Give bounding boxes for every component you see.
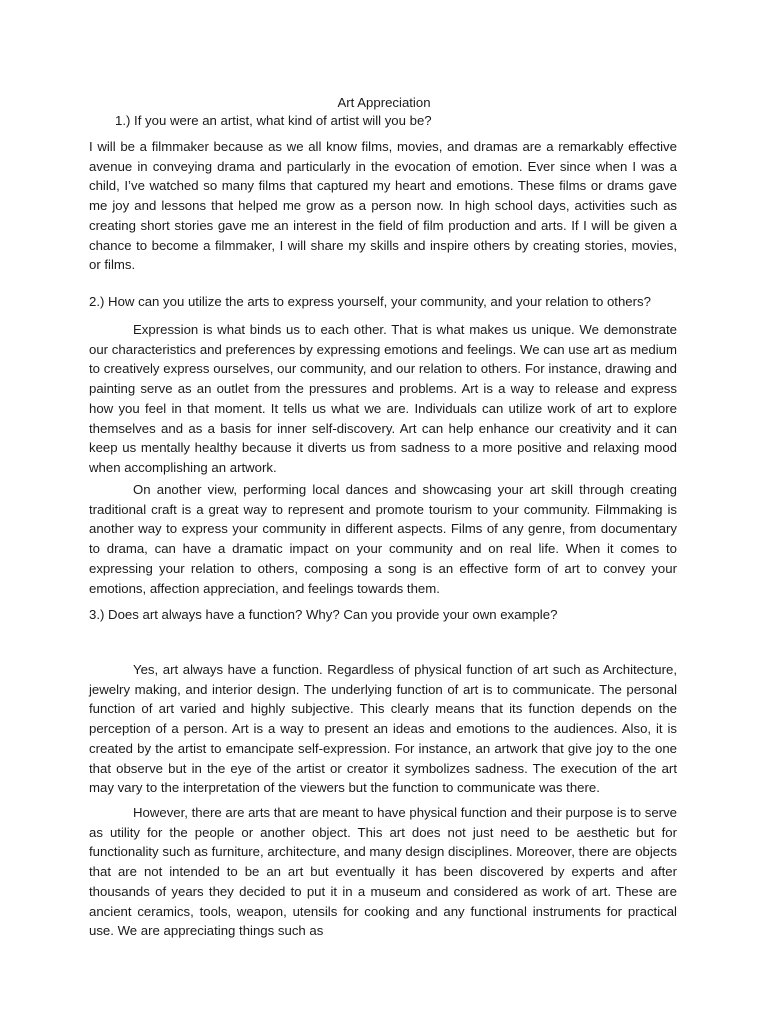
question-2: 2.) How can you utilize the arts to express yourself, your community, and your relation to others?: [89, 294, 651, 309]
question-1: 1.) If you were an artist, what kind of artist will you be?: [115, 113, 432, 128]
answer-1-paragraph: I will be a filmmaker because as we all know films, movies, and dramas are a remarkably effective avenue in conveying drama and particularly in the evocation of emotion. Ever since when I was a child, I’ve watched so many films that captured my heart and emotions. These films or drams gave me joy and lessons that helped me grow as a person now. In high school days, activities such as creating short stories gave me an interest in the field of film production and arts. If I will be given a chance to become a filmmaker, I will share my skills and inspire others by creating stories, movies, or films.: [89, 139, 677, 273]
question-3: 3.) Does art always have a function? Why? Can you provide your own example?: [89, 607, 558, 622]
answer-2-paragraph-2: On another view, performing local dances and showcasing your art skill through creating traditional craft is a great way to represent and promote tourism to your community. Filmmaking is another way to express your community in different aspects. Films of any genre, from documentary to drama, can have a dramatic impact on your community and on real life. When it comes to expressing your relation to others, composing a song is an effective form of art to convey your emotions, affection appreciation, and feelings towards them.: [89, 482, 677, 596]
answer-3-paragraph-1: Yes, art always have a function. Regardless of physical function of art such as Architecture, jewelry making, and interior design. The underlying function of art is to communicate. The personal function of art varied and highly subjective. This clearly means that its function depends on the perception of a person. Art is a way to present an ideas and emotions to the audiences. Also, it is created by the artist to emancipate self-expression. For instance, an artwork that give joy to the one that observe but in the eye of the artist or creator it symbolizes sadness. The execution of the art may vary to the interpretation of the viewers but the function to communicate was there.: [89, 662, 677, 796]
answer-3-paragraph-2: However, there are arts that are meant to have physical function and their purpose is to serve as utility for the people or another object. This art does not just need to be aesthetic but for functionality such as furniture, architecture, and many design disciplines. Moreover, there are objects that are not intended to be an art but eventually it has been discovered by experts and after thousands of years they decided to put it in a museum and considered as work of art. These are ancient ceramics, tools, weapon, utensils for cooking and any functional instruments for practical use. We are appreciating things such as: [89, 805, 677, 939]
document-title: Art Appreciation: [337, 95, 431, 110]
answer-2-paragraph-1: Expression is what binds us to each other. That is what makes us unique. We demonstrate our characteristics and preferences by expressing emotions and feelings. We can use art as medium to creatively express ourselves, our community, and our relation to others. For instance, drawing and painting serve as an outlet from the pressures and problems. Art is a way to release and express how you feel in that moment. It tells us what we are. Individuals can utilize work of art to explore themselves and as a basis for inner self-discovery. Art can help enhance our creativity and it can keep us mentally healthy because it diverts us from sadness to a more positive and relaxing mood when accomplishing an artwork.: [89, 322, 677, 475]
